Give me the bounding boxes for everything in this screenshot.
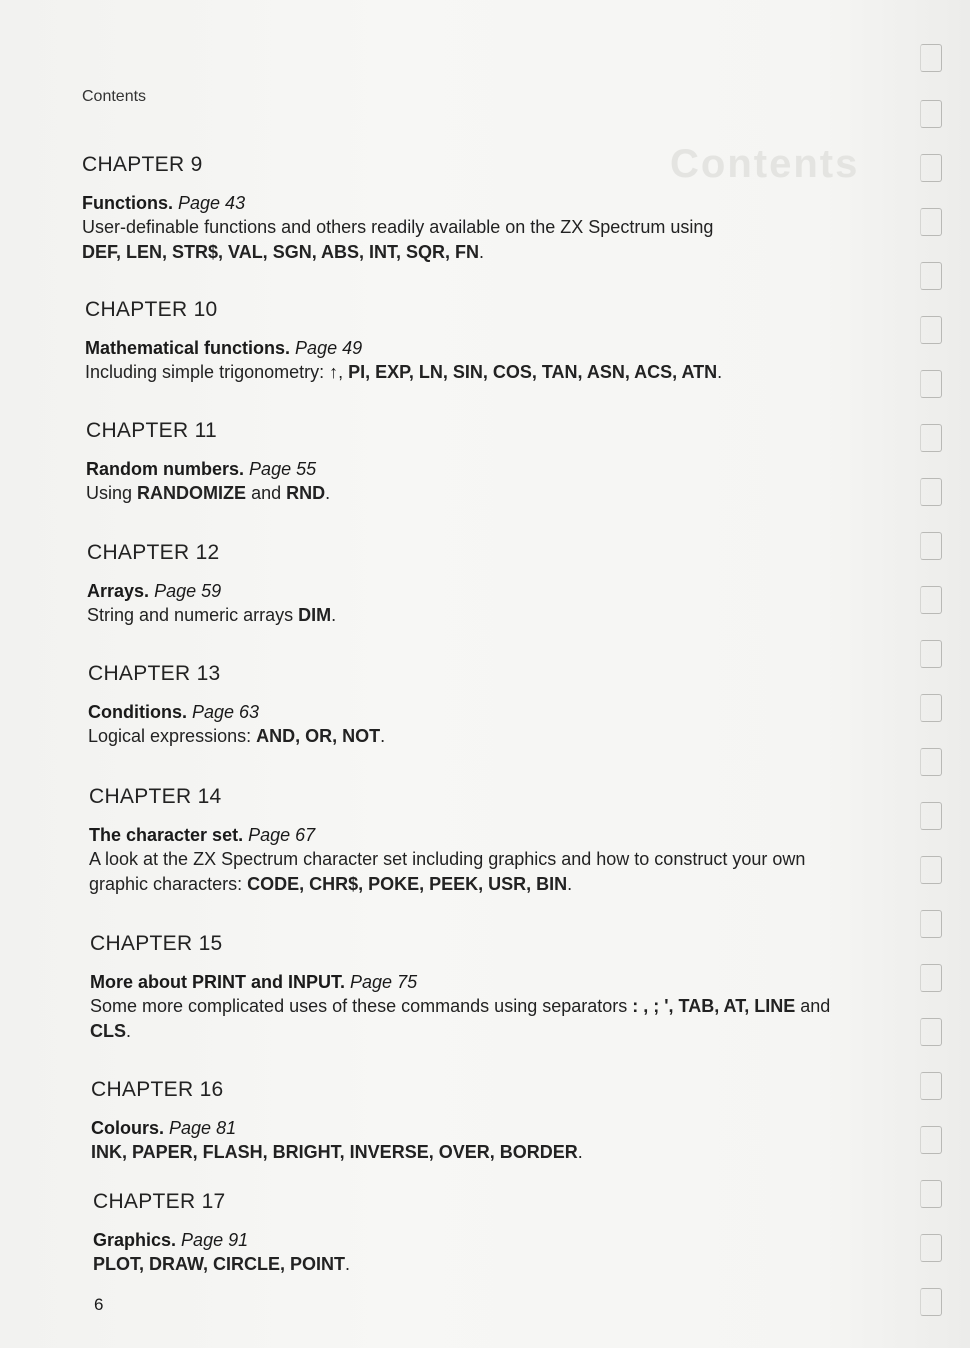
binding-ring-icon <box>920 694 942 722</box>
chapter-13-entry <box>88 662 385 749</box>
description-tail: . <box>479 242 485 262</box>
chapter-heading: CHAPTER 10 <box>85 298 218 321</box>
binding-ring-icon <box>920 1288 942 1316</box>
chapter-heading: CHAPTER 14 <box>89 785 222 808</box>
description-tail: . <box>567 874 573 894</box>
description-tail: . <box>331 605 337 625</box>
chapter-title: Graphics. <box>93 1230 177 1250</box>
spiral-binding <box>920 40 948 1330</box>
keyword: RND <box>286 483 326 503</box>
page-reference: Page 59 <box>154 581 222 601</box>
chapter-description <box>87 603 336 628</box>
chapter-heading: CHAPTER 15 <box>90 932 223 955</box>
chapter-title-line <box>90 970 840 994</box>
page-reference: Page 81 <box>169 1118 237 1138</box>
description-conjunction: and <box>251 483 282 503</box>
keyword: CLS <box>90 1021 126 1041</box>
binding-ring-icon <box>920 910 942 938</box>
keyword-list: DIM <box>298 605 332 625</box>
chapter-heading: CHAPTER 16 <box>91 1078 224 1101</box>
description-text: Including simple trigonometry: ↑, <box>85 362 344 382</box>
keyword: RANDOMIZE <box>137 483 247 503</box>
binding-ring-icon <box>920 316 942 344</box>
page-reference: Page 75 <box>350 972 418 992</box>
binding-ring-icon <box>920 1072 942 1100</box>
binding-ring-icon <box>920 964 942 992</box>
description-text: User-definable functions and others readily available on the ZX Spectrum using <box>82 217 714 237</box>
chapter-title-line <box>88 700 385 724</box>
chapter-heading: CHAPTER 17 <box>93 1190 226 1213</box>
chapter-title: More about PRINT and INPUT. <box>90 972 346 992</box>
page-number: 6 <box>94 1295 104 1314</box>
binding-ring-icon <box>920 154 942 182</box>
description-text: Using <box>86 483 133 503</box>
binding-ring-icon <box>920 1234 942 1262</box>
chapter-heading: CHAPTER 9 <box>82 153 203 176</box>
keyword-list: DEF, LEN, STR$, VAL, SGN, ABS, INT, SQR, FN <box>82 242 480 262</box>
chapter-12-entry <box>87 541 336 628</box>
binding-ring-icon <box>920 100 942 128</box>
chapter-heading: CHAPTER 11 <box>86 419 217 442</box>
chapter-description <box>90 994 840 1044</box>
binding-ring-icon <box>920 802 942 830</box>
binding-ring-icon <box>920 586 942 614</box>
description-text: Logical expressions: <box>88 726 252 746</box>
description-text: Some more complicated uses of these commands using separators <box>90 996 628 1016</box>
chapter-title: Random numbers. <box>86 459 245 479</box>
chapter-description <box>93 1252 350 1277</box>
page-reference: Page 49 <box>295 338 363 358</box>
chapter-title-line <box>89 823 839 847</box>
keyword-list: PI, EXP, LN, SIN, COS, TAN, ASN, ACS, ATN <box>348 362 718 382</box>
chapter-11-entry <box>86 419 330 506</box>
binding-ring-icon <box>920 748 942 776</box>
binding-ring-icon <box>920 640 942 668</box>
chapter-15-entry <box>90 932 840 1044</box>
keyword-list: PLOT, DRAW, CIRCLE, POINT <box>93 1254 346 1274</box>
description-text: String and numeric arrays <box>87 605 294 625</box>
description-tail: . <box>380 726 386 746</box>
binding-ring-icon <box>920 44 942 72</box>
page-reference: Page 67 <box>248 825 316 845</box>
keyword-list: INK, PAPER, FLASH, BRIGHT, INVERSE, OVER, BORDER <box>91 1142 578 1162</box>
chapter-title-line <box>91 1116 583 1140</box>
chapter-heading: CHAPTER 12 <box>87 541 220 564</box>
chapter-heading: CHAPTER 13 <box>88 662 221 685</box>
binding-ring-icon <box>920 856 942 884</box>
chapter-description <box>91 1140 583 1165</box>
binding-ring-icon <box>920 1126 942 1154</box>
chapter-description <box>89 847 839 897</box>
description-conjunction: and <box>800 996 831 1016</box>
chapter-title-line <box>85 336 722 360</box>
chapter-9-entry <box>82 153 713 265</box>
chapter-17-entry <box>93 1190 350 1277</box>
page-reference: Page 55 <box>249 459 317 479</box>
show-through-title: Contents <box>670 142 860 186</box>
description-tail: . <box>325 483 331 503</box>
chapter-title: Mathematical functions. <box>85 338 291 358</box>
chapter-title: Arrays. <box>87 581 150 601</box>
chapter-10-entry <box>85 298 722 385</box>
chapter-title: Conditions. <box>88 702 187 722</box>
chapter-title: Colours. <box>91 1118 165 1138</box>
page-reference: Page 43 <box>178 193 246 213</box>
chapter-16-entry <box>91 1078 583 1165</box>
description-tail: . <box>577 1142 583 1162</box>
page-reference: Page 91 <box>181 1230 249 1250</box>
chapter-title-line <box>87 579 336 603</box>
binding-ring-icon <box>920 1180 942 1208</box>
running-head: Contents <box>82 88 147 105</box>
description-tail: . <box>345 1254 351 1274</box>
chapter-description <box>86 481 330 506</box>
binding-ring-icon <box>920 262 942 290</box>
binding-ring-icon <box>920 1018 942 1046</box>
chapter-description <box>85 360 722 385</box>
binding-ring-icon <box>920 532 942 560</box>
keyword-list: CODE, CHR$, POKE, PEEK, USR, BIN <box>247 874 568 894</box>
chapter-title-line <box>93 1228 350 1252</box>
chapter-title-line <box>82 191 713 215</box>
chapter-description <box>82 215 713 265</box>
keyword-list: : , ; ', TAB, AT, LINE <box>632 996 796 1016</box>
binding-ring-icon <box>920 478 942 506</box>
chapter-title: The character set. <box>89 825 244 845</box>
page-reference: Page 63 <box>192 702 260 722</box>
chapter-14-entry <box>89 785 839 897</box>
description-tail: . <box>717 362 723 382</box>
chapter-title-line <box>86 457 330 481</box>
binding-ring-icon <box>920 208 942 236</box>
binding-ring-icon <box>920 370 942 398</box>
chapter-description <box>88 724 385 749</box>
description-tail: . <box>126 1021 132 1041</box>
binding-ring-icon <box>920 424 942 452</box>
keyword-list: AND, OR, NOT <box>256 726 381 746</box>
description-text: A look at the ZX Spectrum character set including graphics and how to construct your own graphic characters: <box>89 849 806 894</box>
chapter-title: Functions. <box>82 193 173 213</box>
